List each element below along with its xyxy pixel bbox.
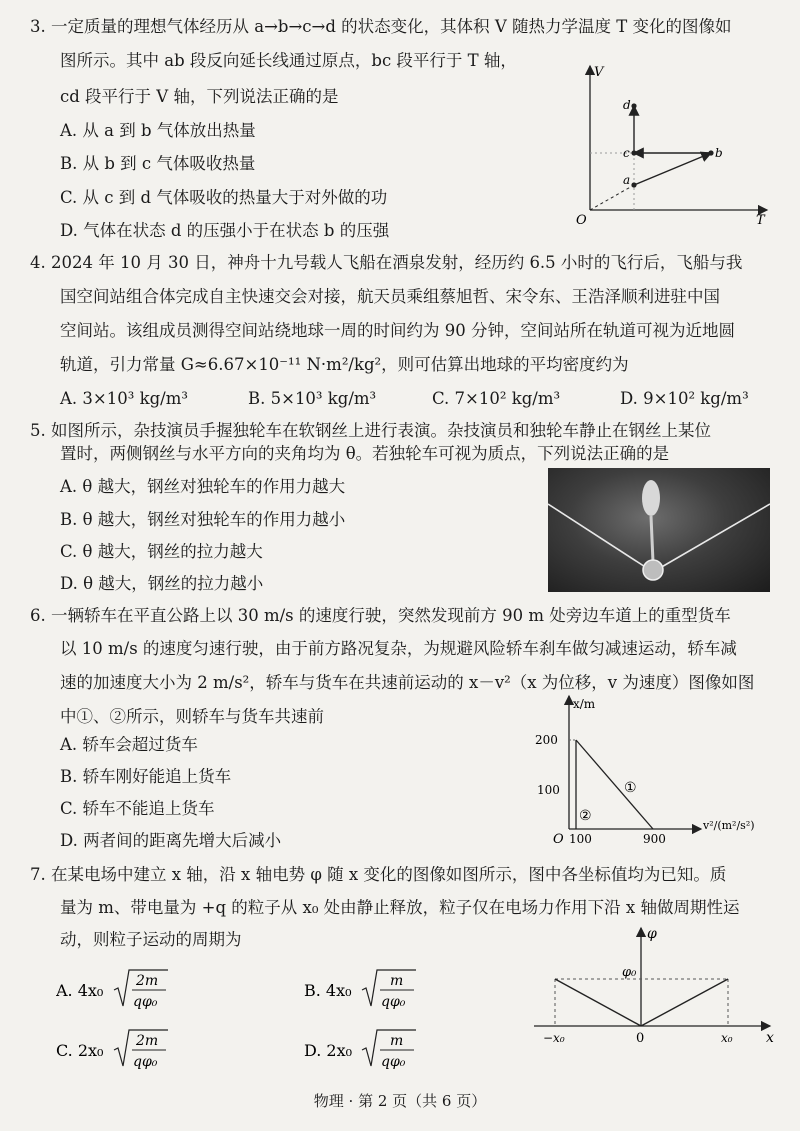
q7-option-b-denominator: qφ₀ [381,994,406,1010]
q6-option-d: D. 两者间的距离先增大后减小 [60,831,282,850]
q7-option-d-numerator: m [390,1033,404,1049]
q5-line-2: 置时，两侧钢丝与水平方向的夹角均为 θ。若独轮车可视为质点，下列说法正确的是 [60,444,670,463]
q5-acrobat-photo [548,468,770,592]
q5-acrobat-figure [642,480,660,516]
q5-option-a: A. θ 越大，钢丝对独轮车的作用力越大 [60,477,346,496]
q7-label-origin: 0 [636,1031,645,1046]
q3-segment-ab [634,153,711,185]
q6-line-1: 6. 一辆轿车在平直公路上以 30 m/s 的速度行驶，突然发现前方 90 m 处旁边车道上的重型货车 [30,606,731,625]
q7-label-neg-x0: −x₀ [543,1031,565,1045]
q3-point-d [631,103,636,108]
q7-option-a-label: A. 4x₀ [56,981,104,1000]
q5-option-b: B. θ 越大，钢丝对独轮车的作用力越小 [60,510,346,529]
q4-option-a: A. 3×10³ kg/m³ [60,389,188,408]
q3-label-b: b [715,146,723,160]
q7-option-c-numerator: 2m [136,1033,159,1049]
q7-option-b [304,968,454,1014]
q7-option-d-denominator: qφ₀ [381,1054,406,1070]
q6-option-b: B. 轿车刚好能追上货车 [60,767,232,786]
q3-vt-graph [572,58,772,230]
q7-option-c-label: C. 2x₀ [56,1041,104,1060]
q4-option-b: B. 5×10³ kg/m³ [248,389,377,408]
q3-line-2: 图所示。其中 ab 段反向延长线通过原点，bc 段平行于 T 轴， [60,51,517,70]
q7-label-phi0: φ₀ [622,965,637,980]
q7-line-1: 7. 在某电场中建立 x 轴，沿 x 轴电势 φ 随 x 变化的图像如图所示，图中各坐标值均为已知。质 [30,865,727,884]
q3-point-c [631,150,636,155]
q7-axis-label-phi: φ [647,926,657,942]
q7-option-b-numerator: m [390,973,404,989]
q7-label-pos-x0: x₀ [721,1031,733,1045]
q7-option-a-denominator: qφ₀ [133,994,158,1010]
q6-axis-label-x: x/m [573,697,596,711]
q3-option-c: C. 从 c 到 d 气体吸收的热量大于对外做的功 [60,188,388,207]
q5-option-c: C. θ 越大，钢丝的拉力越大 [60,542,263,561]
q4-option-c: C. 7×10² kg/m³ [432,389,561,408]
q7-option-d-label: D. 2x₀ [304,1041,353,1060]
q6-option-c: C. 轿车不能追上货车 [60,799,215,818]
q4-line-2: 国空间站组合体完成自主快速交会对接，航天员乘组蔡旭哲、宋令东、王浩泽顺利进驻中国 [60,287,720,306]
q6-axis-label-v2: v²/(m²/s²) [703,819,755,832]
q7-option-c-denominator: qφ₀ [133,1054,158,1070]
q3-label-c: c [623,146,630,160]
q3-origin: O [576,213,587,228]
q4-line-1: 4. 2024 年 10 月 30 日，神舟十九号载人飞船在酒泉发射，经历约 6.5 小时的飞行后，飞船与我 [30,253,743,272]
q5-wire-left [548,504,653,572]
q3-extension-dashed [590,185,634,210]
q6-curve-label-1: ① [624,780,637,796]
q6-xtick-900: 900 [643,832,666,845]
q6-line-3: 速的加速度大小为 2 m/s²，轿车与货车在共速前运动的 x－v²（x 为位移，v 为速度）图像如图 [60,673,755,692]
q3-axis-label-t: T [756,213,765,228]
q7-option-a-numerator: 2m [136,973,159,989]
q5-unicycle-frame [651,516,653,562]
q7-phi-left-branch [555,979,641,1026]
q7-line-2: 量为 m、带电量为 +q 的粒子从 x₀ 处由静止释放，粒子仅在电场力作用下沿 x 轴做周期性运 [60,898,740,917]
q5-option-d: D. θ 越大，钢丝的拉力越小 [60,574,264,593]
q7-axis-label-x: x [766,1030,774,1046]
q7-line-3: 动，则粒子运动的周期为 [60,930,242,949]
q6-curve-label-2: ② [579,808,592,824]
q4-line-3: 空间站。该组成员测得空间站绕地球一周的时间约为 90 分钟，空间站所在轨道可视为近地圆 [60,321,735,340]
q6-xtick-100: 100 [569,832,592,845]
q7-phi-right-branch [641,979,728,1026]
q7-option-d [304,1028,454,1074]
q3-label-d: d [623,98,631,112]
q7-option-b-label: B. 4x₀ [304,981,352,1000]
q5-unicycle-wheel [643,560,663,580]
q3-option-d: D. 气体在状态 d 的压强小于在状态 b 的压强 [60,221,390,240]
q6-ytick-100: 100 [537,783,560,797]
q3-option-a: A. 从 a 到 b 气体放出热量 [60,121,256,140]
q4-line-4: 轨道，引力常量 G≈6.67×10⁻¹¹ N·m²/kg²，则可估算出地球的平均密度约为 [60,355,629,374]
q7-option-a [56,968,206,1014]
q6-option-a: A. 轿车会超过货车 [60,735,198,754]
q6-line-2: 以 10 m/s 的速度匀速行驶，由于前方路况复杂，为规避风险轿车刹车做匀减速运动，轿车减 [60,639,737,658]
q3-point-b [708,150,713,155]
q3-option-b: B. 从 b 到 c 气体吸收热量 [60,154,256,173]
q7-option-c [56,1028,206,1074]
q3-label-a: a [623,173,631,187]
q3-line-3: cd 段平行于 V 轴，下列说法正确的是 [60,87,339,106]
q6-origin: O [553,832,564,845]
q6-ytick-200: 200 [535,733,558,747]
q6-line-4: 中①、②所示，则轿车与货车共速前 [60,707,324,726]
q3-point-a [631,182,636,187]
q5-line-1: 5. 如图所示，杂技演员手握独轮车在软钢丝上进行表演。杂技演员和独轮车静止在钢丝上某位 [30,421,711,440]
page-footer: 物理 · 第 2 页（共 6 页） [313,1092,487,1110]
q5-wire-right [653,504,770,572]
q4-option-d: D. 9×10² kg/m³ [620,389,749,408]
q3-line-1: 3. 一定质量的理想气体经历从 a→b→c→d 的状态变化，其体积 V 随热力学温度 T 变化的图像如 [30,17,732,36]
q6-xv2-graph [527,690,782,845]
q7-phi-x-graph [530,924,780,1052]
q3-axis-label-v: V [594,65,604,80]
